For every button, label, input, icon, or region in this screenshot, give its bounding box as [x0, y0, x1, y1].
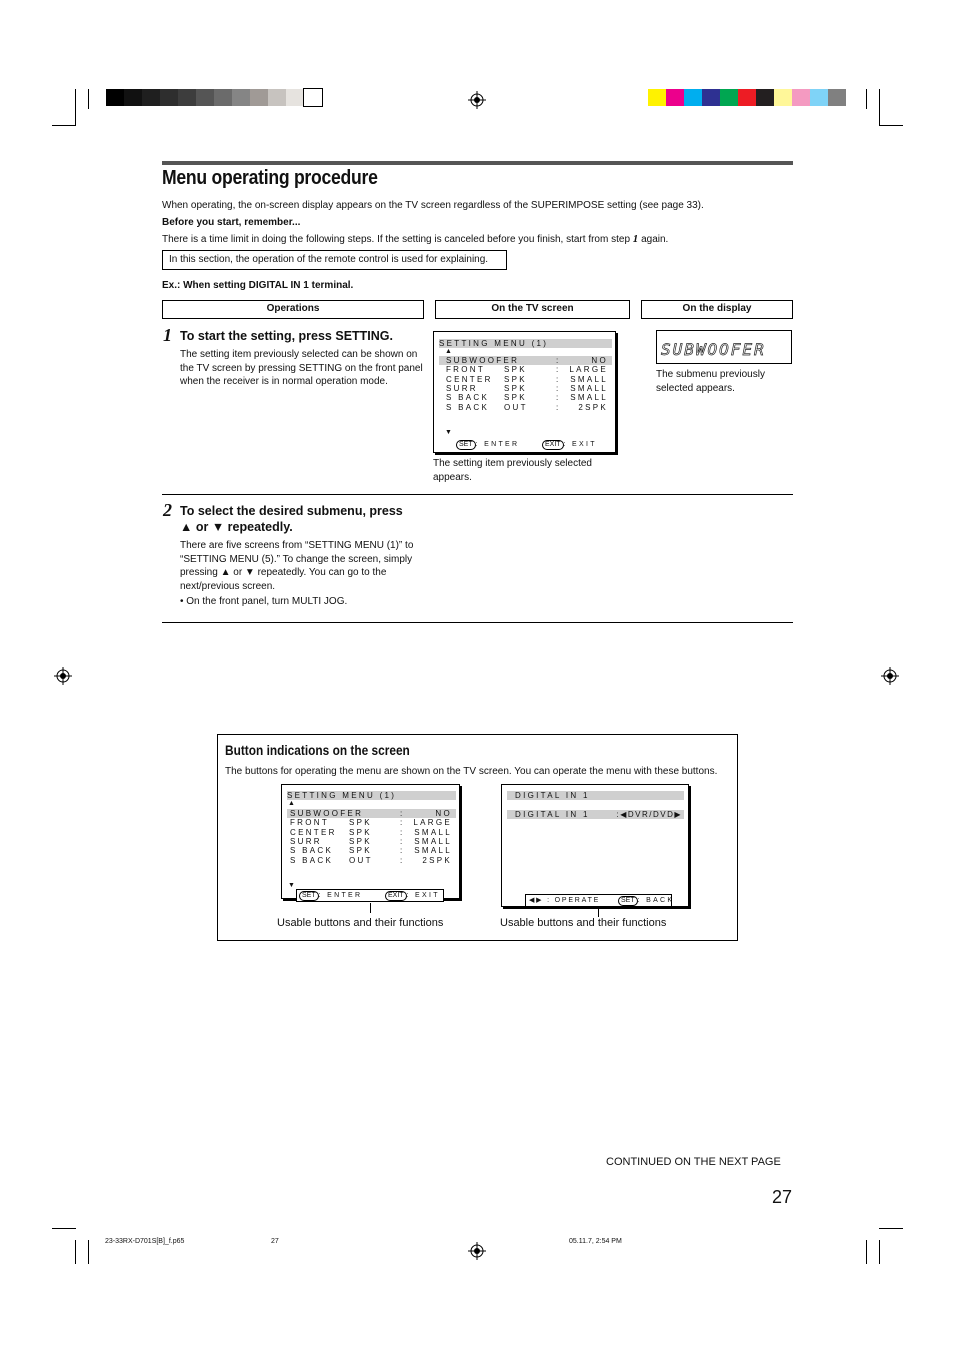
- step-2-bullet: • On the front panel, turn MULTI JOG.: [180, 596, 348, 607]
- digital-row: [507, 810, 684, 819]
- menu-item-sub: OUT: [349, 855, 373, 865]
- swatch: [774, 89, 792, 106]
- tv-menu-row: [439, 393, 612, 402]
- enter-label: : ENTER: [318, 892, 363, 899]
- swatch: [286, 89, 304, 106]
- exit-indication: [385, 891, 440, 901]
- menu-item-value: SMALL: [414, 827, 452, 837]
- menu-item-label: SUBWOOFER: [446, 356, 520, 365]
- menu-item-sub: SPK: [504, 365, 527, 375]
- menu-item-label: S BACK: [290, 855, 334, 865]
- exit-indication: [542, 440, 597, 450]
- menu-item-sep: :: [556, 356, 561, 365]
- set-key-icon: SET: [299, 891, 319, 901]
- step-2-body: There are five screens from “SETTING MENU (1)” to “SETTING MENU (5).” To change the screen, simply pressing ▲ or ▼ repeatedly. You can go to the next/previous screen.: [180, 540, 414, 592]
- divider: [162, 494, 793, 495]
- menu-item-value: NO: [591, 356, 608, 365]
- menu-item-label: CENTER: [290, 827, 337, 837]
- step-1-title: To start the setting, press SETTING.: [180, 329, 393, 343]
- enter-label: : ENTER: [475, 441, 520, 448]
- caption-pointer: [370, 903, 371, 913]
- exit-label: : EXIT: [563, 441, 597, 448]
- menu-item-sep: :: [556, 402, 561, 412]
- digital-row-value: :◀DVR/DVD▶: [616, 810, 682, 819]
- time-limit-text: [162, 233, 802, 247]
- button-section-title: Button indications on the screen: [225, 743, 410, 758]
- step-2-title-1: To select the desired submenu, press: [180, 504, 403, 518]
- menu-item-sub: SPK: [504, 374, 527, 384]
- menu-item-sep: :: [400, 818, 405, 828]
- menu-item-sep: :: [556, 383, 561, 393]
- file-page: 27: [271, 1238, 279, 1245]
- example-heading: Ex.: When setting DIGITAL IN 1 terminal.: [162, 280, 354, 291]
- menu-item-sep: :: [400, 809, 405, 818]
- menu-item-sep: :: [400, 846, 405, 856]
- step-2-title-2: ▲ or ▼ repeatedly.: [180, 520, 293, 534]
- tv-menu-row: [439, 356, 612, 365]
- menu-item-value: SMALL: [414, 836, 452, 846]
- step-1-number: 1: [163, 325, 172, 345]
- tv-screen-digital-in: [501, 784, 689, 907]
- menu-item-value: SMALL: [570, 374, 608, 384]
- page-title: Menu operating procedure: [162, 167, 378, 189]
- timestamp: 05.11.7, 2:54 PM: [569, 1238, 622, 1245]
- menu-item-label: FRONT: [290, 818, 330, 828]
- registration-mark-icon: [468, 91, 486, 109]
- divider: [162, 622, 793, 623]
- intro-text: When operating, the on-screen display appears on the TV screen regardless of the SUPERIMPOSE setting (see page 33).: [162, 200, 704, 211]
- menu-item-sub: SPK: [349, 827, 372, 837]
- down-arrow-icon: ▼: [445, 429, 455, 436]
- front-display-text: SUBWOOFER: [661, 340, 766, 359]
- swatch: [214, 89, 232, 106]
- menu-item-value: SMALL: [414, 846, 452, 856]
- back-indication: [618, 896, 674, 906]
- tv-menu-title: SETTING MENU (1): [287, 791, 456, 800]
- swatch: [756, 89, 774, 106]
- tv-menu-row: [287, 828, 456, 837]
- swatch: [828, 89, 846, 106]
- swatch: [178, 89, 196, 106]
- front-display: [656, 330, 792, 364]
- menu-item-sub: SPK: [349, 836, 372, 846]
- swatch: [250, 89, 268, 106]
- remote-note-box: In this section, the operation of the remote control is used for explaining.: [162, 250, 507, 270]
- menu-item-sub: SPK: [349, 818, 372, 828]
- swatch: [738, 89, 756, 106]
- up-arrow-icon: ▲: [445, 348, 455, 355]
- tv-menu-row: [439, 365, 612, 374]
- enter-indication: [456, 440, 519, 450]
- operate-indication: ◀▶ : OPERATE: [529, 897, 601, 904]
- continued-text: CONTINUED ON THE NEXT PAGE: [606, 1156, 781, 1168]
- exit-label: : EXIT: [406, 892, 440, 899]
- title-rule: [162, 161, 793, 165]
- menu-item-label: FRONT: [446, 365, 486, 375]
- menu-item-sep: :: [400, 855, 405, 865]
- step-2-number: 2: [163, 500, 172, 520]
- column-tv-screen: On the TV screen: [435, 300, 630, 319]
- column-display: On the display: [641, 300, 793, 319]
- menu-item-label: SURR: [446, 383, 478, 393]
- menu-item-sub: SPK: [504, 393, 527, 403]
- menu-item-sub: SPK: [349, 846, 372, 856]
- remember-heading: Before you start, remember...: [162, 217, 301, 228]
- menu-item-label: S BACK: [446, 402, 490, 412]
- registration-mark-icon: [881, 667, 899, 685]
- menu-item-value: NO: [435, 809, 452, 818]
- swatch: [268, 89, 286, 106]
- swatch: [792, 89, 810, 106]
- menu-item-value: 2SPK: [422, 855, 452, 865]
- caption-right: Usable buttons and their functions: [500, 917, 667, 929]
- caption-left: Usable buttons and their functions: [277, 917, 444, 929]
- tv-screen-setting-menu: [433, 331, 616, 453]
- swatch: [304, 89, 322, 106]
- swatch: [196, 89, 214, 106]
- display-caption: The submenu previously selected appears.: [656, 369, 765, 394]
- tv-menu-row: [287, 846, 456, 855]
- menu-item-label: SURR: [290, 836, 322, 846]
- menu-item-sep: :: [400, 827, 405, 837]
- up-arrow-icon: ▲: [288, 800, 298, 807]
- menu-item-label: SUBWOOFER: [290, 809, 364, 818]
- button-indications-box: [217, 734, 738, 941]
- swatch: [720, 89, 738, 106]
- page-number: 27: [772, 1187, 793, 1207]
- time-limit-step: 1: [632, 233, 639, 245]
- time-limit-pre: There is a time limit in doing the following steps. If the setting is canceled before you finish, start from step: [162, 234, 631, 245]
- tv-menu-row: [287, 837, 456, 846]
- menu-item-value: SMALL: [570, 383, 608, 393]
- swatch: [106, 89, 124, 106]
- swatch: [810, 89, 828, 106]
- button-section-body: The buttons for operating the menu are shown on the TV screen. You can operate the menu with these buttons.: [225, 766, 718, 777]
- swatch: [702, 89, 720, 106]
- enter-indication: [299, 891, 362, 901]
- menu-item-label: S BACK: [446, 393, 490, 403]
- exit-key-icon: EXIT: [385, 891, 407, 901]
- menu-item-value: 2SPK: [578, 402, 608, 412]
- exit-key-icon: EXIT: [542, 440, 564, 450]
- menu-item-sub: OUT: [504, 402, 528, 412]
- time-limit-post: again.: [641, 234, 669, 245]
- usable-buttons-bar: [525, 894, 675, 907]
- menu-item-value: LARGE: [569, 365, 608, 375]
- swatch: [124, 89, 142, 106]
- registration-mark-icon: [468, 1242, 486, 1260]
- swatch: [666, 89, 684, 106]
- tv-screen-setting-menu-2: [281, 784, 460, 899]
- menu-item-sep: :: [400, 836, 405, 846]
- down-arrow-icon: ▼: [288, 882, 298, 889]
- menu-item-label: CENTER: [446, 374, 493, 384]
- menu-item-sep: :: [556, 374, 561, 384]
- set-key-icon: SET: [618, 896, 638, 906]
- menu-item-value: LARGE: [413, 818, 452, 828]
- tv-menu-row: [439, 384, 612, 393]
- menu-item-sub: SPK: [504, 383, 527, 393]
- caption-pointer: [598, 909, 599, 917]
- tv-caption-1: The setting item previously selected appears.: [433, 458, 592, 483]
- menu-item-label: S BACK: [290, 846, 334, 856]
- column-operations: Operations: [162, 300, 424, 319]
- tv-menu-row: [287, 818, 456, 827]
- swatch: [160, 89, 178, 106]
- swatch: [142, 89, 160, 106]
- digital-title: DIGITAL IN 1: [507, 791, 684, 800]
- tv-menu-row: [287, 856, 456, 865]
- digital-row-label: DIGITAL IN 1: [515, 810, 590, 819]
- step-1-body: The setting item previously selected can be shown on the TV screen by pressing SETTING on the front panel when the receiver is in normal operation mode.: [180, 349, 423, 387]
- menu-item-sep: :: [556, 365, 561, 375]
- tv-menu-row: [439, 375, 612, 384]
- menu-item-sep: :: [556, 393, 561, 403]
- menu-item-value: SMALL: [570, 393, 608, 403]
- tv-menu-row: [439, 403, 612, 412]
- swatch: [684, 89, 702, 106]
- back-label: : BACK: [637, 897, 675, 904]
- swatch: [648, 89, 666, 106]
- tv-menu-title: SETTING MENU (1): [439, 339, 612, 348]
- swatch: [232, 89, 250, 106]
- registration-mark-icon: [54, 667, 72, 685]
- set-key-icon: SET: [456, 440, 476, 450]
- usable-buttons-bar: [296, 889, 444, 902]
- tv-menu-row: [287, 809, 456, 818]
- file-name: 23-33RX-D701S[B]_f.p65: [105, 1238, 185, 1245]
